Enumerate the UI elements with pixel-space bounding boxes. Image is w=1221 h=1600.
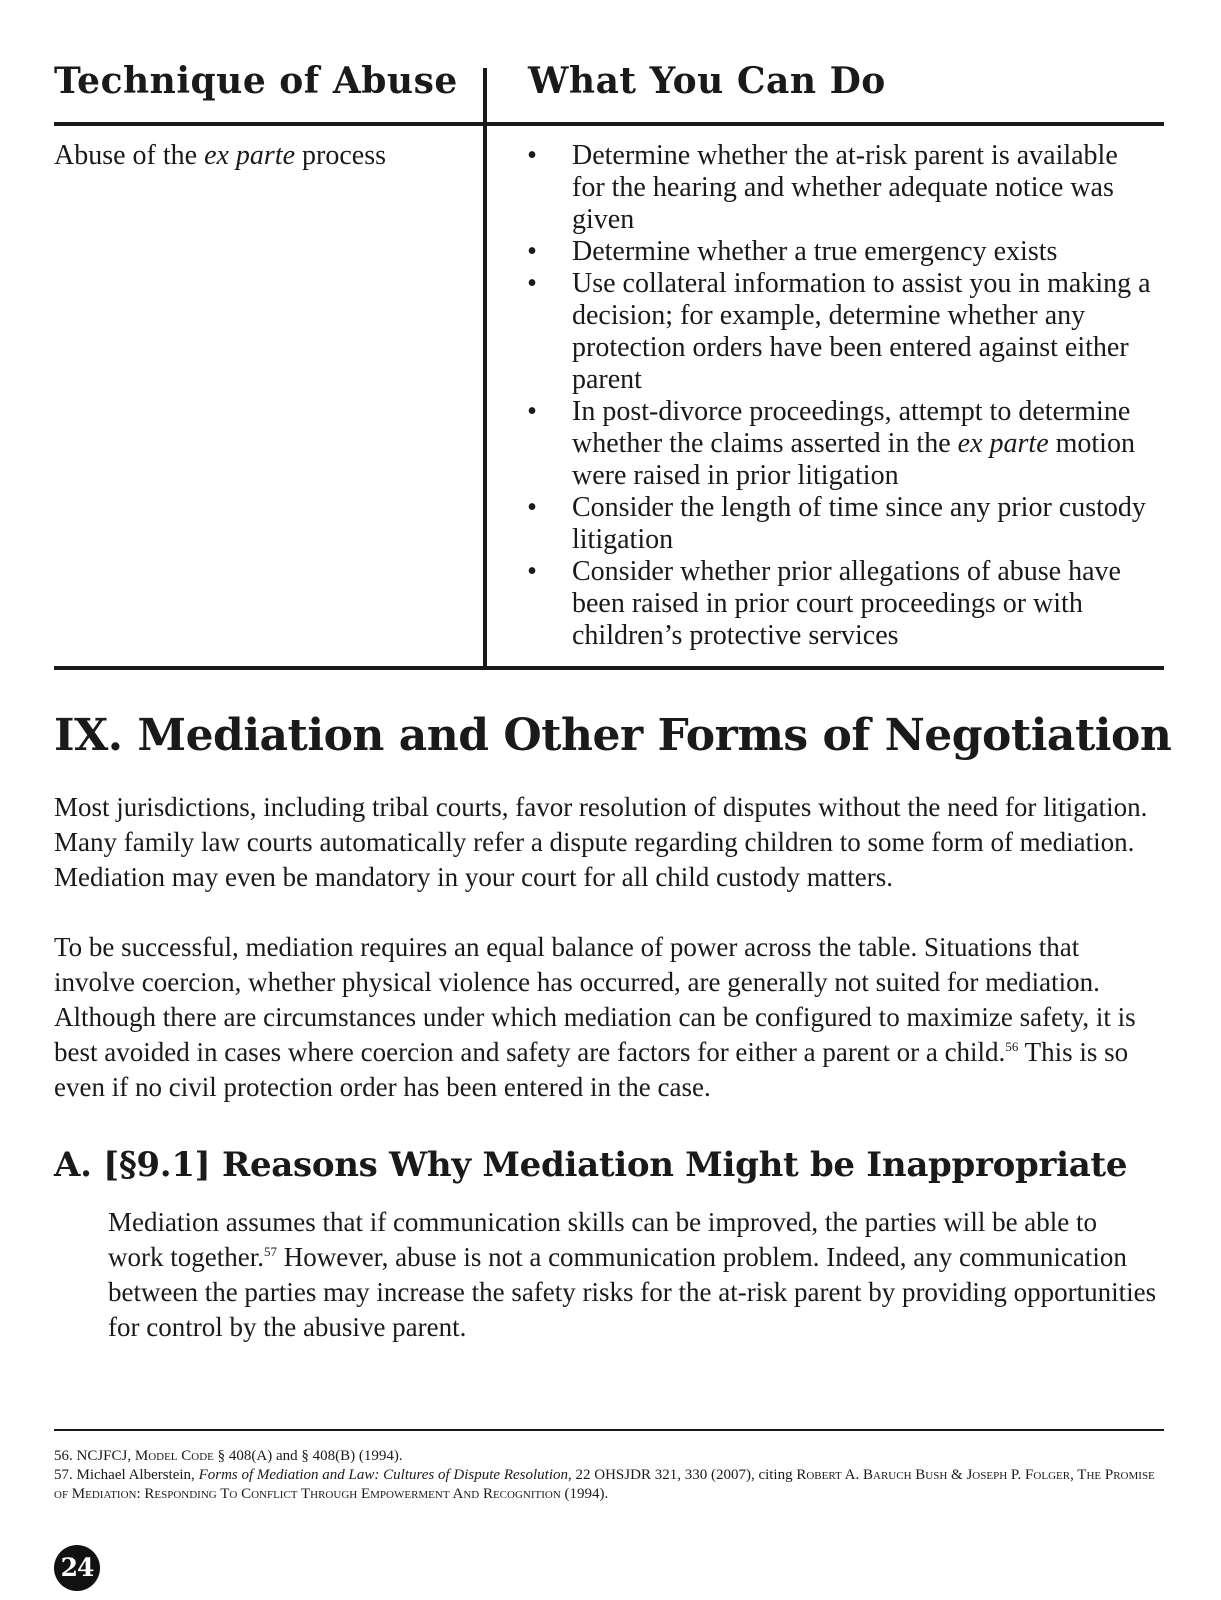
bullet-icon: • — [527, 492, 537, 523]
footnote-ref-56[interactable]: 56 — [1005, 1039, 1019, 1054]
bullet-icon: • — [527, 396, 537, 427]
technique-cell: Abuse of the ex parte process — [54, 140, 387, 171]
list-item: • Determine whether a true emergency exists — [522, 236, 1152, 268]
header-what-you-can-do: What You Can Do — [528, 60, 886, 102]
abuse-techniques-table — [54, 60, 1164, 670]
page-number-badge: 24 — [54, 1545, 100, 1591]
actions-list — [522, 140, 1152, 652]
subsection-paragraph: Mediation assumes that if communication skills can be improved, the parties will be able to work together.$^{57}$ However, abuse is not a communication problem. Indeed, any communication between the parties may increase the safety risks for the at-risk parent by providing opportunities for control by the abusive parent. — [108, 1207, 1157, 1342]
column-divider — [483, 68, 487, 666]
table-bottom-rule — [54, 666, 1164, 670]
list-item: • Consider the length of time since any prior custody litigation — [522, 492, 1152, 556]
section-paragraph-1: Most jurisdictions, including tribal courts, favor resolution of disputes without the need for litigation. Many family law courts automatically refer a dispute regarding children to some form of mediation. Mediation may even be mandatory in your court for all child custody matters. — [54, 792, 1148, 892]
list-item: • In post-divorce proceedings, attempt to determine whether the claims asserted in the ex parte motion were raised in prior litigation — [522, 396, 1152, 492]
list-item: • Determine whether the at-risk parent is available for the hearing and whether adequate notice was given — [522, 140, 1152, 236]
footnote-ref-57[interactable]: 57 — [263, 1244, 277, 1259]
list-item: • Consider whether prior allegations of abuse have been raised in prior court proceedings or with children’s protective services — [522, 556, 1152, 652]
list-item: • Use collateral information to assist you in making a decision; for example, determine whether any protection orders have been entered against either parent — [522, 268, 1152, 396]
subsection-heading: A. [§9.1] Reasons Why Mediation Might be Inappropriate — [54, 1145, 1128, 1185]
footnote-56: 56. NCJFCJ, Model Code § 408(A) and § 408(B) (1994). — [54, 1448, 403, 1464]
section-paragraph-2: To be successful, mediation requires an equal balance of power across the table. Situations that involve coercion, whether physical violence has occurred, are generally not suited for mediation. Although there are circumstances under which mediation can be configured to maximize safety, it is best avoided in cases where coercion and safety are factors for either a parent or a child.$^{56}$ This is so even if no civil protection order has been entered in the case. — [54, 932, 1136, 1102]
bullet-icon: • — [527, 268, 537, 299]
footnote-57: 57. Michael Alberstein, Forms of Mediation and Law: Cultures of Dispute Resolution, 22 OHSJDR 321, 330 (2007), citing Robert A. Baruch Bush & Joseph P. Folger, The Promise of Mediation: Responding To Conflict Through Empowerment And Recognition (1994). — [54, 1467, 1155, 1502]
header-technique-of-abuse: Technique of Abuse — [54, 60, 458, 102]
bullet-icon: • — [527, 140, 537, 171]
table-header-row — [54, 60, 1164, 126]
footnote-divider — [54, 1429, 1164, 1431]
bullet-icon: • — [527, 236, 537, 267]
section-heading: IX. Mediation and Other Forms of Negotiation — [54, 710, 1172, 761]
bullet-icon: • — [527, 556, 537, 587]
